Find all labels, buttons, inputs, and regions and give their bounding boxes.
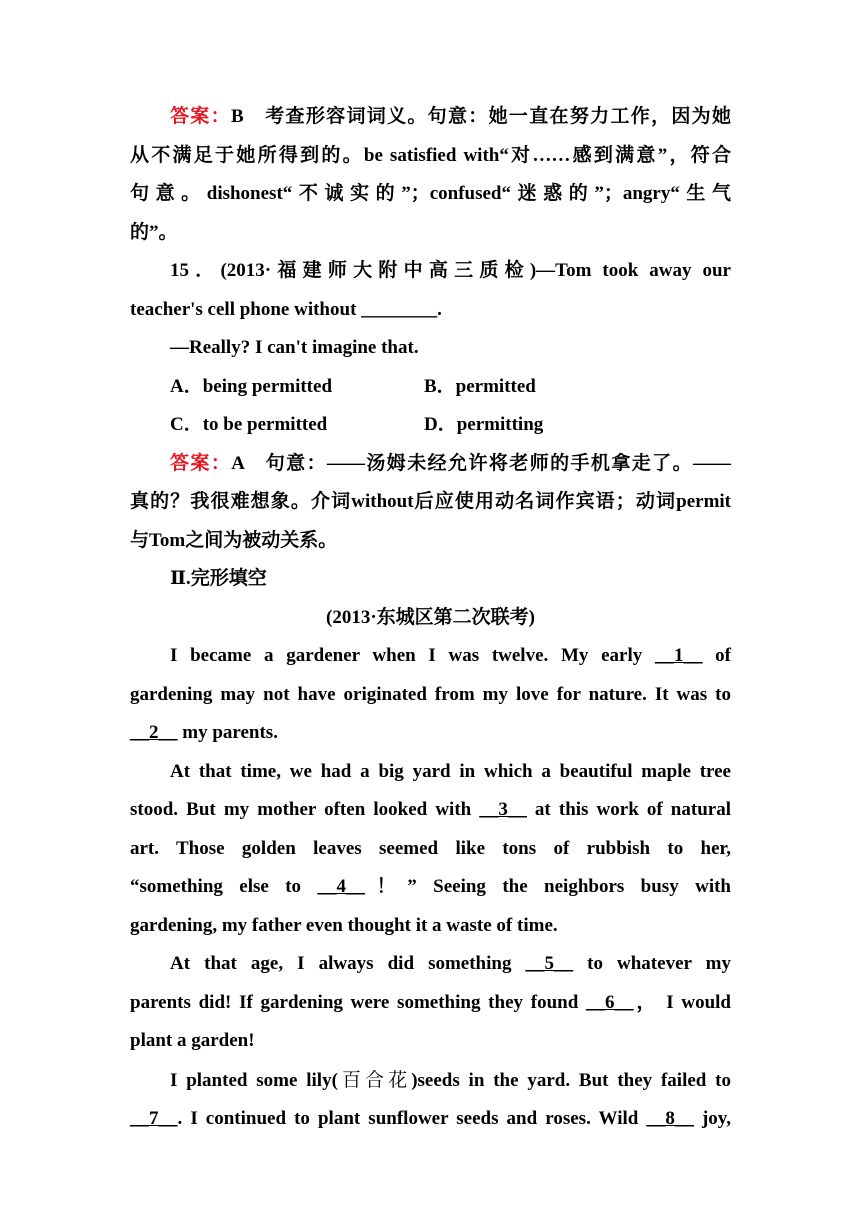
passage-text: at this work of natural <box>526 799 731 820</box>
option-a: A．being permitted <box>170 375 333 397</box>
passage-text: joy, <box>693 1108 732 1129</box>
answer-text: A 句意：——汤姆未经允许将老师的手机拿走了。—— <box>231 452 731 474</box>
passage-line: gardening may not have originated from my love for nature. It was to <box>130 683 731 705</box>
answer-label: 答案： <box>170 452 232 474</box>
q15-stem-line1: 15．(2013·福建师大附中高三质检)—Tom took away our <box>170 260 731 281</box>
passage-text: 百合花 <box>337 1068 412 1091</box>
passage-text: stood. But my mother often looked with <box>130 799 480 820</box>
passage-text: to whatever my <box>573 953 731 974</box>
passage-line: gardening, my father even thought it a waste of time. <box>130 914 558 936</box>
passage-text: I planted some lily( <box>170 1069 338 1091</box>
passage-line: art. Those golden leaves seemed like tons of rubbish to her, <box>130 837 731 859</box>
passage-text: At that age, I always did something <box>170 953 526 974</box>
passage-line: plant a garden! <box>130 1030 255 1051</box>
option-d: D．permitting <box>424 414 544 435</box>
cloze-blank-7: __7__ <box>130 1108 178 1129</box>
passage-text: ， I would <box>633 991 731 1013</box>
cloze-blank-6: __6__ <box>586 991 634 1013</box>
passage-text: “something else to <box>130 876 318 897</box>
passage-text: of <box>702 645 731 666</box>
option-c: C．to be permitted <box>170 414 328 435</box>
document-content <box>130 98 731 1139</box>
passage-text: ！” Seeing the neighbors busy with <box>364 876 731 897</box>
passage-line: At that time, we had a big yard in which a beautiful maple tree <box>170 760 731 782</box>
option-b: B．permitted <box>424 375 536 397</box>
q15-stem-line2: teacher's cell phone without ________. <box>130 298 442 320</box>
passage-text: parents did! If gardening were something they found <box>130 991 587 1013</box>
passage-text: I became a gardener when I was twelve. My early <box>170 645 655 666</box>
q14-answer-line1 <box>130 98 731 137</box>
section-source: (2013·东城区第二次联考) <box>326 606 535 628</box>
section-title: Ⅱ.完形填空 <box>170 568 267 589</box>
passage-text: my parents. <box>177 722 278 743</box>
q15-answer-line2: 真的？我很难想象。介词without后应使用动名词作宾语；动词permit <box>130 491 731 512</box>
passage-text: . I continued to plant sunflower seeds and roses. Wild <box>177 1108 647 1129</box>
passage-text: )seeds in the yard. But they failed to <box>411 1069 731 1091</box>
q15-options-row2 <box>130 406 731 445</box>
passage-line <box>130 791 731 830</box>
q15-answer-line1 <box>130 445 731 484</box>
cloze-blank-5: __5__ <box>525 953 574 974</box>
q15-options-row1 <box>130 368 731 407</box>
passage-line <box>130 1100 731 1139</box>
passage-line <box>130 868 731 907</box>
passage-line <box>130 714 731 753</box>
cloze-blank-4: __4__ <box>317 876 365 897</box>
cloze-blank-3: __3__ <box>479 799 527 820</box>
passage-line <box>130 637 731 676</box>
cloze-blank-2: __2__ <box>130 722 178 743</box>
q14-answer-line4: 的”。 <box>130 221 178 243</box>
cloze-blank-8: __8__ <box>646 1108 694 1129</box>
q15-stem-line3: —Really? I can't imagine that. <box>170 337 419 358</box>
q14-answer-line3: 句意。dishonest“不诚实的”；confused“迷惑的”；angry“生气 <box>130 183 731 204</box>
answer-text: B 考查形容词词义。句意：她一直在努力工作，因为她 <box>230 106 731 127</box>
passage-line <box>130 984 731 1023</box>
passage-line <box>130 1061 731 1101</box>
answer-label: 答案： <box>170 106 231 127</box>
cloze-blank-1: __1__ <box>654 645 703 666</box>
q15-answer-line3: 与Tom之间为被动关系。 <box>130 529 338 551</box>
passage-line <box>130 945 731 984</box>
q14-answer-line2: 从不满足于她所得到的。be satisfied with“对……感到满意”，符合 <box>130 144 731 166</box>
